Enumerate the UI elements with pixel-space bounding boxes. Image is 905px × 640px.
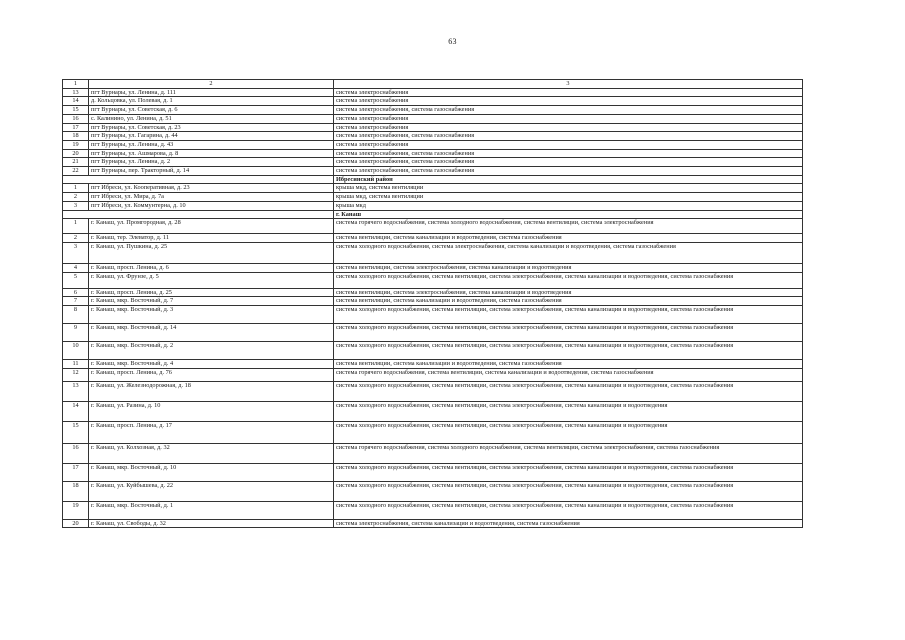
row-description: система холодного водоснабжения, система вентиляции, система электроснабжения, система канализации и водоотведения, система газоснабжения [334,306,803,324]
table-row [63,106,803,115]
row-number: 16 [63,443,89,463]
table-row [63,219,803,234]
row-number: 14 [63,97,89,106]
header-cell-number: 1 [63,80,89,89]
section-row [63,175,803,184]
table-row [63,193,803,202]
row-number: 3 [63,242,89,263]
table-row [63,306,803,324]
table-row [63,140,803,149]
table-row [63,184,803,193]
row-address: г. Канаш, тер. Элеватор, д. 11 [89,234,334,243]
row-description: система холодного водоснабжения, система вентиляции, система электроснабжения, система канализации и водоотведения [334,401,803,421]
row-number: 7 [63,297,89,306]
row-address: пгт Ибреси, ул. Коммунтерна, д. 10 [89,201,334,210]
table-row [63,381,803,401]
table-row [63,97,803,106]
buildings-table [62,79,803,528]
table-row [63,401,803,421]
row-description: система электроснабжения, система газоснабжения [334,132,803,141]
row-number: 2 [63,193,89,202]
row-address: г. Канаш, просп. Ленина, д. 76 [89,368,334,381]
row-description: система холодного водоснабжения, система вентиляции, система электроснабжения, система канализации и водоотведения [334,421,803,443]
table-row [63,132,803,141]
row-number: 13 [63,381,89,401]
page-number: 63 [448,37,457,46]
table-row [63,234,803,243]
row-number: 20 [63,149,89,158]
row-address: г. Канаш, мкр. Восточный, д. 14 [89,324,334,342]
table-row [63,368,803,381]
section-heading: г. Канаш [334,210,803,219]
row-number: 5 [63,272,89,288]
table-row [63,519,803,528]
table-row [63,88,803,97]
section-empty-cell [63,210,334,219]
row-description: система вентиляции, система канализации и водоотведения, система газоснабжения [334,297,803,306]
row-address: г. Канаш, просп. Ленина, д. 6 [89,263,334,272]
row-number: 8 [63,306,89,324]
row-description: крыша мкд, система вентиляции [334,184,803,193]
row-address: г. Канаш, ул. Пушкина, д. 25 [89,242,334,263]
row-address: пгт Вурнары, ул. Гагарина, д. 44 [89,132,334,141]
row-number: 10 [63,342,89,360]
row-address: пгт Вурнары, ул. Ленина, д. 2 [89,158,334,167]
table-row [63,360,803,369]
row-address: г. Канаш, мкр. Восточный, д. 2 [89,342,334,360]
row-address: г. Канаш, ул. Железнодорожная, д. 18 [89,381,334,401]
table-row [63,297,803,306]
header-cell-description: 3 [334,80,803,89]
row-address: г. Канаш, просп. Ленина, д. 25 [89,288,334,297]
table-row [63,481,803,501]
table-row [63,158,803,167]
table-row [63,463,803,481]
row-number: 4 [63,263,89,272]
row-description: система вентиляции, система электроснабжения, система канализации и водоотведения [334,288,803,297]
section-heading: Ибресинский район [334,175,803,184]
row-number: 17 [63,463,89,481]
table-row [63,443,803,463]
row-address: пгт Вурнары, ул. Ленина, д. 43 [89,140,334,149]
table-row [63,421,803,443]
row-number: 2 [63,234,89,243]
row-description: система вентиляции, система канализации и водоотведения, система газоснабжения [334,360,803,369]
table-row [63,167,803,176]
row-address: г. Канаш, просп. Ленина, д. 17 [89,421,334,443]
row-address: пгт Ибреси, ул. Мира, д. 7а [89,193,334,202]
table-row [63,123,803,132]
row-address: г. Канаш, мкр. Восточный, д. 1 [89,501,334,519]
section-empty-cell [63,175,334,184]
row-number: 14 [63,401,89,421]
row-description: система холодного водоснабжения, система электроснабжения, система канализации и водоотведения, система газоснабжения [334,242,803,263]
row-number: 19 [63,140,89,149]
row-address: пгт Вурнары, ул. Советская, д. 23 [89,123,334,132]
row-number: 17 [63,123,89,132]
row-description: система вентиляции, система электроснабжения, система канализации и водоотведения [334,263,803,272]
row-address: пгт Вурнары, ул. Ашмарова, д. 8 [89,149,334,158]
row-description: система холодного водоснабжения, система вентиляции, система электроснабжения, система канализации и водоотведения, система газоснабжения [334,463,803,481]
section-row [63,210,803,219]
row-description: система горячего водоснабжения, система холодного водоснабжения, система вентиляции, система электроснабжения [334,219,803,234]
row-address: с. Калинино, ул. Ленина, д. 51 [89,114,334,123]
row-description: система холодного водоснабжения, система вентиляции, система электроснабжения, система канализации и водоотведения, система газоснабжения [334,381,803,401]
row-number: 1 [63,219,89,234]
row-address: г. Канаш, ул. Куйбышева, д. 22 [89,481,334,501]
row-number: 12 [63,368,89,381]
row-address: д. Кольцовка, ул. Полевая, д. 1 [89,97,334,106]
row-number: 15 [63,421,89,443]
row-description: система холодного водоснабжения, система вентиляции, система электроснабжения, система канализации и водоотведения, система газоснабжения [334,324,803,342]
row-description: система горячего водоснабжения, система холодного водоснабжения, система вентиляции, система электроснабжения, система газоснабжения [334,443,803,463]
table-row [63,288,803,297]
row-description: система вентиляции, система канализации и водоотведения, система газоснабжения [334,234,803,243]
row-address: пгт Ибреси, ул. Кооперативная, д. 23 [89,184,334,193]
table-header-row [63,80,803,89]
row-address: г. Канаш, ул. Колхозная, д. 32 [89,443,334,463]
row-description: система холодного водоснабжения, система вентиляции, система электроснабжения, система канализации и водоотведения, система газоснабжения [334,481,803,501]
row-description: система электроснабжения [334,97,803,106]
header-cell-address: 2 [89,80,334,89]
row-address: г. Канаш, ул. Промгородная, д. 28 [89,219,334,234]
table-row [63,342,803,360]
row-address: г. Канаш, ул. Свободы, д. 32 [89,519,334,528]
row-address: г. Канаш, ул. Фрунзе, д. 5 [89,272,334,288]
row-address: пгт Вурнары, ул. Ленина, д. 111 [89,88,334,97]
row-description: система холодного водоснабжения, система вентиляции, система электроснабжения, система канализации и водоотведения, система газоснабжения [334,501,803,519]
row-description: система электроснабжения [334,123,803,132]
row-number: 6 [63,288,89,297]
row-address: г. Канаш, мкр. Восточный, д. 4 [89,360,334,369]
row-number: 20 [63,519,89,528]
row-address: г. Канаш, мкр. Восточный, д. 3 [89,306,334,324]
row-description: система электроснабжения, система газоснабжения [334,106,803,115]
row-number: 11 [63,360,89,369]
row-number: 1 [63,184,89,193]
row-number: 13 [63,88,89,97]
table-row [63,501,803,519]
row-description: система холодного водоснабжения, система вентиляции, система электроснабжения, система канализации и водоотведения, система газоснабжения [334,272,803,288]
table-row [63,114,803,123]
row-address: пгт Вурнары, ул. Советская, д. 6 [89,106,334,115]
row-number: 18 [63,481,89,501]
row-number: 21 [63,158,89,167]
row-description: система электроснабжения, система канализации и водоотведения, система газоснабжения [334,519,803,528]
row-number: 9 [63,324,89,342]
row-address: пгт Вурнары, пер. Тракторный, д. 14 [89,167,334,176]
row-number: 19 [63,501,89,519]
row-description: система горячего водоснабжения, система вентиляции, система канализации и водоотведения, система газоснабжения [334,368,803,381]
row-number: 22 [63,167,89,176]
table-row [63,263,803,272]
row-description: система электроснабжения, система газоснабжения [334,167,803,176]
row-description: система электроснабжения, система газоснабжения [334,149,803,158]
table-row [63,242,803,263]
row-address: г. Канаш, мкр. Восточный, д. 7 [89,297,334,306]
row-description: крыша мкд [334,201,803,210]
row-number: 15 [63,106,89,115]
row-number: 3 [63,201,89,210]
row-description: система электроснабжения [334,88,803,97]
table-row [63,324,803,342]
table-row [63,149,803,158]
row-description: система электроснабжения, система газоснабжения [334,158,803,167]
table-row [63,201,803,210]
row-number: 16 [63,114,89,123]
row-address: г. Канаш, ул. Разина, д. 10 [89,401,334,421]
row-description: крыша мкд, система вентиляции [334,193,803,202]
row-description: система электроснабжения [334,114,803,123]
row-address: г. Канаш, мкр. Восточный, д. 10 [89,463,334,481]
row-description: система электроснабжения [334,140,803,149]
table-row [63,272,803,288]
row-description: система холодного водоснабжения, система вентиляции, система электроснабжения, система канализации и водоотведения, система газоснабжения [334,342,803,360]
row-number: 18 [63,132,89,141]
